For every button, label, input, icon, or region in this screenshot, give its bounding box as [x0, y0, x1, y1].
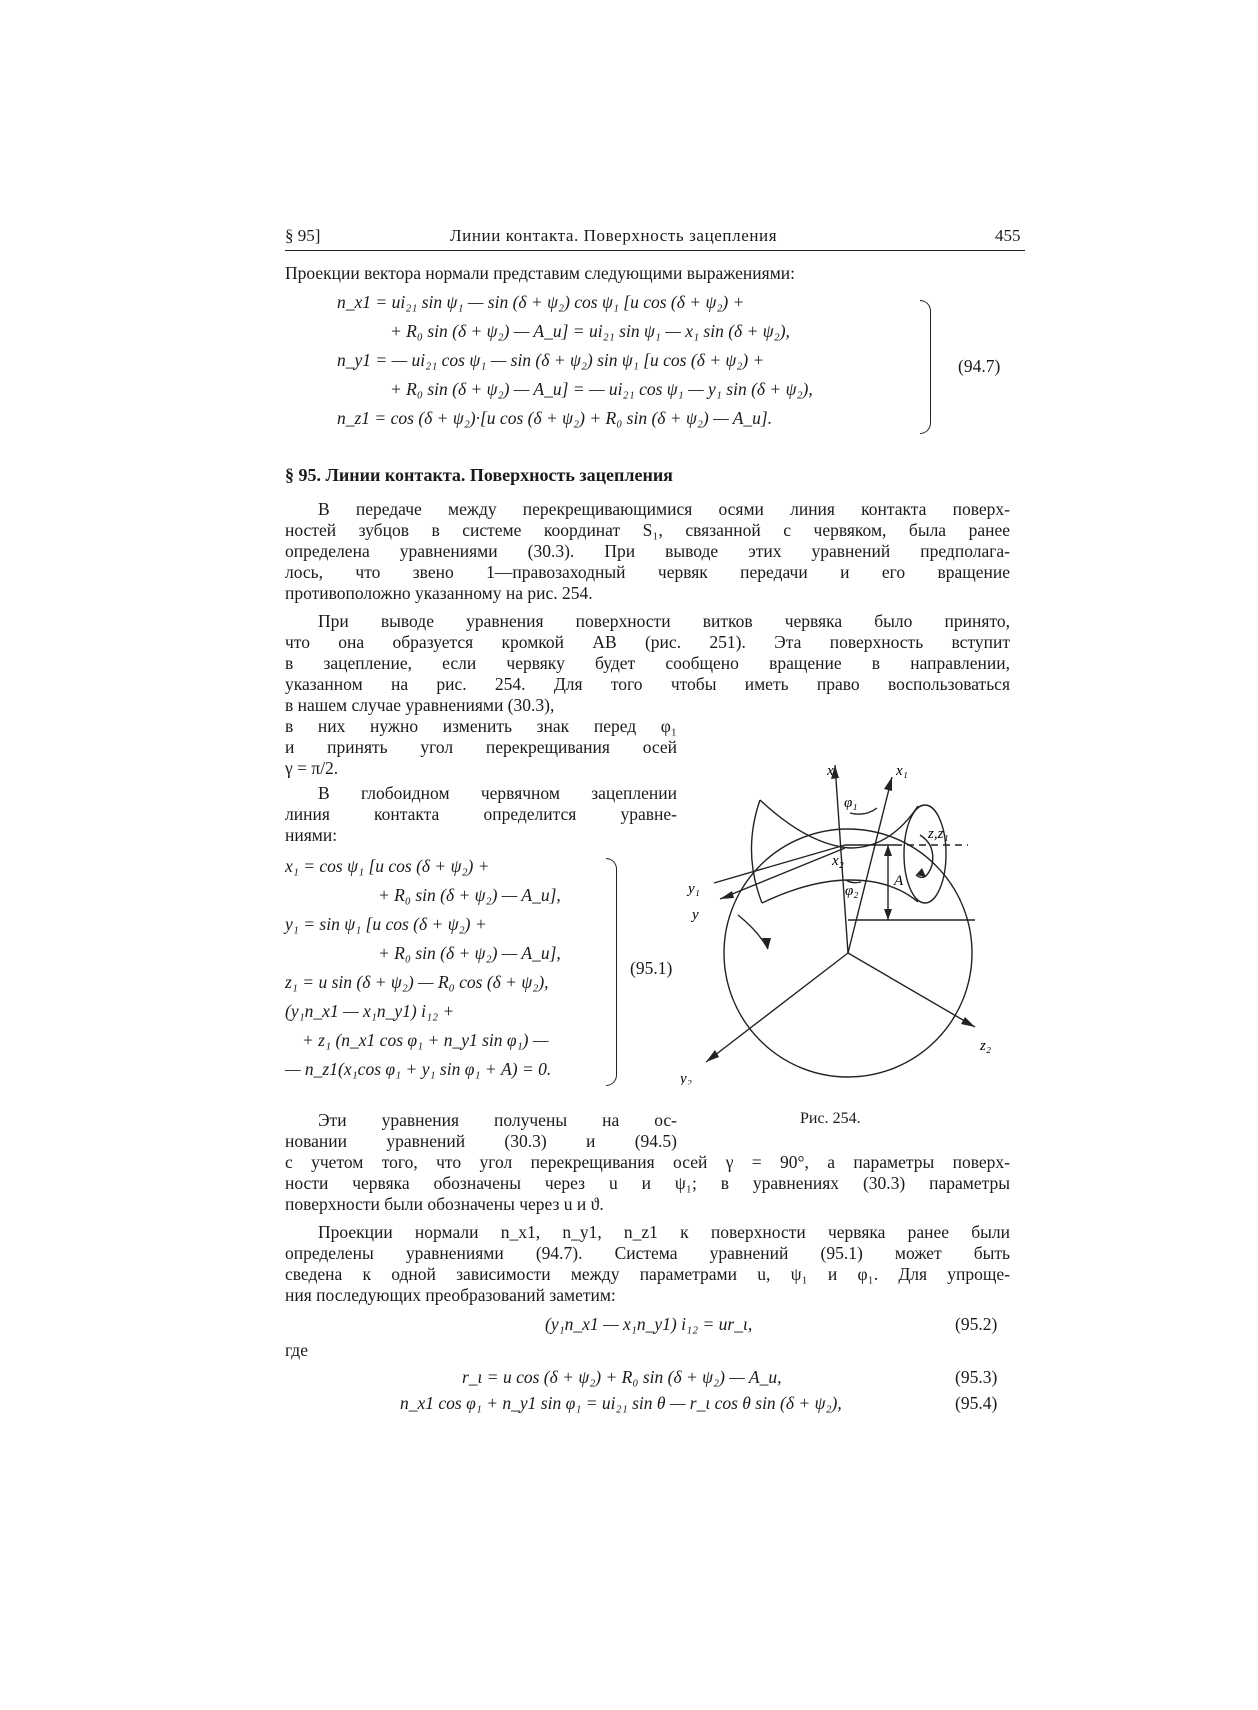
arrowhead: [884, 909, 892, 920]
arrowhead: [961, 1017, 975, 1027]
text-line: В глобоидном червячном зацеплении: [318, 783, 677, 803]
wheel-rotation-arrow: [738, 915, 768, 949]
arrowhead: [706, 1050, 719, 1062]
eq-line: + R₀ sin (δ + ψ₂) — A_и] = ui₂₁ sin ψ₁ — x₁ sin (δ + ψ₂),: [390, 321, 790, 341]
eq-line: + R₀ sin (δ + ψ₂) — A_и] = — ui₂₁ cos ψ₁ — y₁ sin (δ + ψ₂),: [390, 379, 813, 399]
eq-line: n_z1 = cos (δ + ψ₂)·[u cos (δ + ψ₂) + R₀ sin (δ + ψ₂) — A_и].: [337, 408, 773, 428]
eq-line: (y₁n_x1 — x₁n_y1) i₁₂ +: [285, 1001, 455, 1021]
arrowhead: [884, 845, 892, 856]
eq-line: y₁ = sin ψ₁ [u cos (δ + ψ₂) +: [285, 914, 487, 934]
text-line: ностей зубцов в системе координат S₁, связанной с червяком, была ранее: [285, 520, 1010, 540]
text-line: линия контакта определится уравне-: [285, 804, 677, 824]
text-line: ния последующих преобразований заметим:: [285, 1285, 616, 1305]
text-line: новании уравнений (30.3) и (94.5): [285, 1131, 677, 1151]
text-line: с учетом того, что угол перекрещивания осей γ = 90°, а параметры поверх-: [285, 1152, 1010, 1172]
header-title: Линии контакта. Поверхность зацепления: [450, 226, 778, 245]
axis-y2: [706, 953, 848, 1062]
text-line: лось, что звено 1—правозаходный червяк передачи и его вращение: [285, 562, 1010, 582]
label-phi1: φ₁: [844, 795, 858, 811]
equation-95-4: n_x1 cos φ₁ + n_y1 sin φ₁ = ui₂₁ sin θ — r_ι cos θ sin (δ + ψ₂),: [400, 1393, 842, 1413]
eq-line: n_x1 = ui₂₁ sin ψ₁ — sin (δ + ψ₂) cos ψ₁ [u cos (δ + ψ₂) +: [337, 292, 745, 312]
arrowhead: [884, 777, 892, 791]
text-line: указанном на рис. 254. Для того чтобы иметь право воспользоваться: [285, 674, 1010, 694]
equation-95-3: r_ι = u cos (δ + ψ₂) + R₀ sin (δ + ψ₂) — A_и,: [462, 1367, 782, 1387]
text-line: в зацепление, если червяку будет сообщено вращение в направлении,: [285, 653, 1010, 673]
text-line: Проекции нормали n_x1, n_y1, n_z1 к поверхности червяка ранее были: [318, 1222, 1010, 1242]
eq-line: + z₁ (n_x1 cos φ₁ + n_y1 sin φ₁) —: [302, 1030, 549, 1050]
label-A: A: [894, 873, 904, 889]
equation-brace: [920, 300, 931, 434]
eq-line: n_y1 = — ui₂₁ cos ψ₁ — sin (δ + ψ₂) sin ψ₁ [u cos (δ + ψ₂) +: [337, 350, 765, 370]
equation-number: (95.4): [955, 1393, 998, 1413]
text-line: определена уравнениями (30.3). При выводе этих уравнений предполага-: [285, 541, 1010, 561]
label-x2: x₂: [832, 853, 844, 869]
figure-caption: Рис. 254.: [800, 1110, 861, 1127]
equation-number: (95.2): [955, 1314, 998, 1334]
text-line: γ = π/2.: [285, 758, 339, 778]
figure-254: [680, 705, 1010, 1085]
text-line: сведена к одной зависимости между параметрами u, ψ₁ и φ₁. Для упроще-: [285, 1264, 1010, 1284]
eq-line: z₁ = u sin (δ + ψ₂) — R₀ cos (δ + ψ₂),: [285, 972, 549, 992]
arrowhead: [720, 891, 734, 899]
axis-y: [714, 845, 845, 883]
label-x1: x₁: [896, 763, 908, 779]
text-line: в них нужно изменить знак перед φ₁: [285, 716, 677, 736]
text-line: поверхности были обозначены через u и ϑ.: [285, 1194, 604, 1214]
label-x: x: [827, 763, 834, 779]
label-z-z1: z,z₁: [928, 826, 949, 842]
text-line: что она образуется кромкой AB (рис. 251). Эта поверхность вступит: [285, 632, 1010, 652]
equation-brace: [606, 858, 617, 1086]
header-rule: [285, 250, 1025, 251]
equation-number: (94.7): [958, 356, 1001, 376]
axis-z2: [848, 953, 975, 1027]
worm-left-edge: [751, 800, 762, 903]
text-line: При выводе уравнения поверхности витков червяка было принято,: [318, 611, 1010, 631]
text-line: противоположно указанному на рис. 254.: [285, 583, 593, 603]
text-line: и принять угол перекрещивания осей: [285, 737, 677, 757]
text-line: определены уравнениями (94.7). Система уравнений (95.1) может быть: [285, 1243, 1010, 1263]
eq-line: + R₀ sin (δ + ψ₂) — A_и],: [378, 943, 561, 963]
equation-number: (95.3): [955, 1367, 998, 1387]
label-y: y: [692, 907, 699, 923]
text-line: в нашем случае уравнениями (30.3),: [285, 695, 555, 715]
header-section: § 95]: [285, 226, 321, 245]
text-line: В передаче между перекрещивающимися осями линия контакта поверх-: [318, 499, 1010, 519]
label-y1: y₁: [688, 881, 700, 897]
axis-y1: [720, 848, 845, 899]
label-phi2: φ₂: [845, 883, 859, 899]
page-number: 455: [995, 226, 1021, 245]
text-line: ности червяка обозначены через u и ψ₁; в уравнениях (30.3) параметры: [285, 1173, 1010, 1193]
label-z2: z₂: [980, 1038, 992, 1054]
eq-line: x₁ = cos ψ₁ [u cos (δ + ψ₂) +: [285, 856, 490, 876]
eq-line: + R₀ sin (δ + ψ₂) — A_и],: [378, 885, 561, 905]
intro-line: Проекции вектора нормали представим следующими выражениями:: [285, 263, 795, 283]
text-line: Эти уравнения получены на ос-: [318, 1110, 677, 1130]
where-word: где: [285, 1340, 308, 1360]
eq-line: — n_z1(x₁cos φ₁ + y₁ sin φ₁ + A) = 0.: [285, 1059, 552, 1079]
text-line: ниями:: [285, 825, 338, 845]
equation-number: (95.1): [630, 958, 673, 978]
label-y2: y₂: [680, 1071, 692, 1085]
equation-95-2: (y₁n_x1 — x₁n_y1) i₁₂ = ur_ι,: [545, 1314, 753, 1334]
section-heading: § 95. Линии контакта. Поверхность зацепления: [285, 465, 673, 485]
worm-end-face: [904, 805, 946, 903]
